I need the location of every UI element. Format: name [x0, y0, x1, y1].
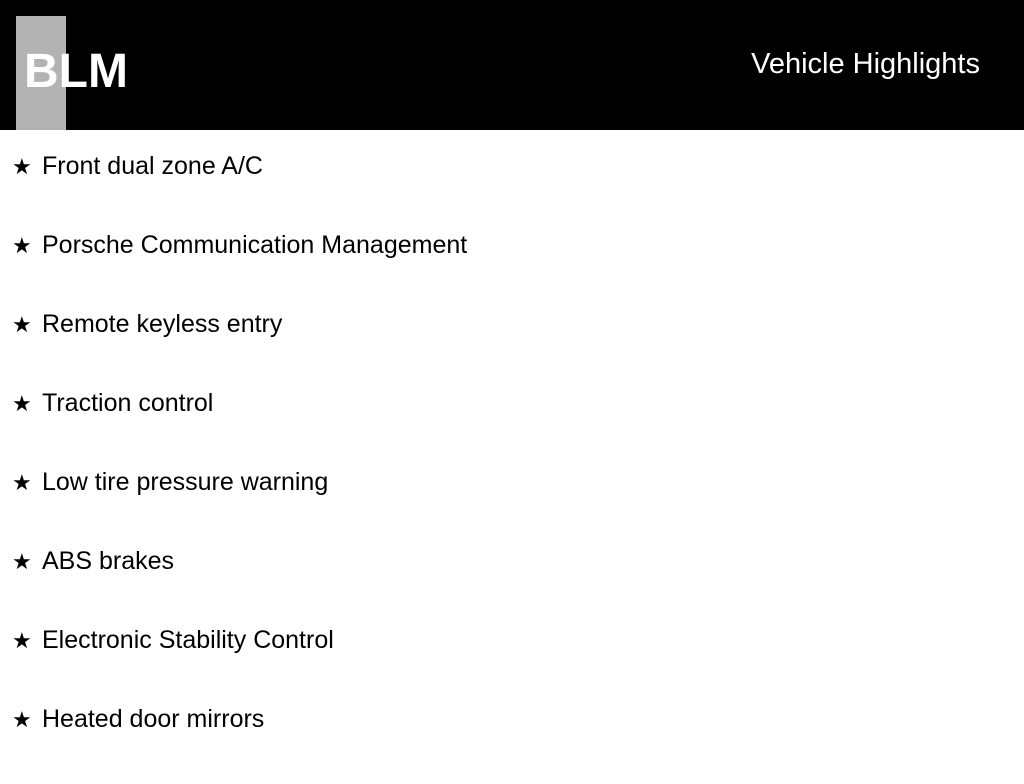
star-icon: ★	[12, 628, 32, 653]
blm-logo	[8, 8, 128, 122]
page-content	[0, 130, 1024, 784]
list-item-label: Traction control	[42, 389, 214, 417]
vehicle-highlights-list	[0, 130, 1024, 784]
page-header	[0, 0, 1024, 130]
list-item	[0, 231, 1024, 310]
star-icon: ★	[12, 154, 32, 179]
star-icon: ★	[12, 391, 32, 416]
list-item-label: Remote keyless entry	[42, 310, 283, 338]
list-item	[0, 389, 1024, 468]
page-title: Vehicle Highlights	[751, 48, 980, 80]
star-icon: ★	[12, 312, 32, 337]
list-item-label: Electronic Stability Control	[42, 626, 334, 654]
list-item	[0, 468, 1024, 547]
list-item	[0, 310, 1024, 389]
list-item-label: Low tire pressure warning	[42, 468, 329, 496]
list-item	[0, 547, 1024, 626]
list-item	[0, 152, 1024, 231]
list-item-label: ABS brakes	[42, 547, 175, 575]
list-item-label: Front dual zone A/C	[42, 152, 263, 180]
list-item	[0, 626, 1024, 705]
logo-text: BLM	[24, 45, 128, 98]
list-item	[0, 705, 1024, 784]
list-item-label: Heated door mirrors	[42, 705, 265, 733]
star-icon: ★	[12, 470, 32, 495]
star-icon: ★	[12, 233, 32, 258]
star-icon: ★	[12, 707, 32, 732]
star-icon: ★	[12, 549, 32, 574]
list-item-label: Porsche Communication Management	[42, 231, 468, 259]
